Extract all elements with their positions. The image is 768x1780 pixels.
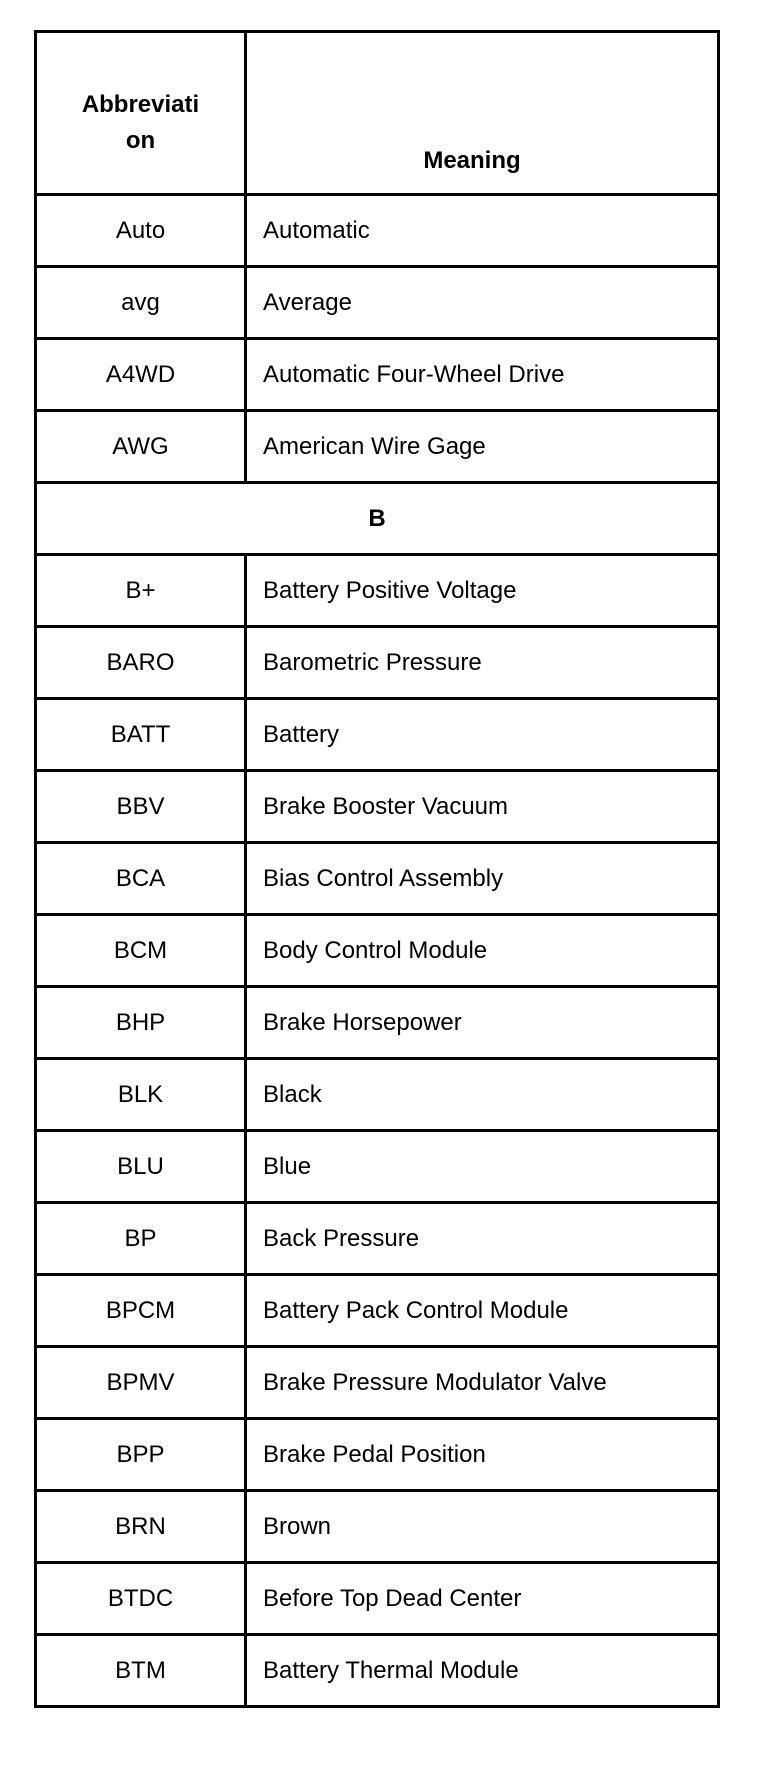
abbreviation-cell: BTDC: [36, 1563, 246, 1635]
meaning-cell: Body Control Module: [246, 915, 719, 987]
table-row: [36, 339, 719, 411]
section-heading-b: B: [36, 483, 719, 555]
table-row: [36, 1419, 719, 1491]
meaning-cell: Before Top Dead Center: [246, 1563, 719, 1635]
table-row: [36, 771, 719, 843]
meaning-cell: Automatic: [246, 195, 719, 267]
table-row: [36, 1635, 719, 1707]
table-row: [36, 1203, 719, 1275]
abbreviation-table: [34, 30, 720, 1708]
meaning-cell: Brake Pressure Modulator Valve: [246, 1347, 719, 1419]
abbreviation-cell: BPCM: [36, 1275, 246, 1347]
table-header-row: [36, 32, 719, 195]
abbreviation-cell: B+: [36, 555, 246, 627]
abbreviation-cell: BLU: [36, 1131, 246, 1203]
meaning-cell: Average: [246, 267, 719, 339]
table-row: [36, 555, 719, 627]
abbreviation-cell: A4WD: [36, 339, 246, 411]
abbreviation-cell: BBV: [36, 771, 246, 843]
abbreviation-cell: AWG: [36, 411, 246, 483]
meaning-cell: Battery Thermal Module: [246, 1635, 719, 1707]
meaning-cell: Brake Booster Vacuum: [246, 771, 719, 843]
abbreviation-cell: BATT: [36, 699, 246, 771]
meaning-cell: American Wire Gage: [246, 411, 719, 483]
header-abbreviation: [36, 32, 246, 195]
table-row: [36, 411, 719, 483]
meaning-cell: Back Pressure: [246, 1203, 719, 1275]
abbreviation-cell: BP: [36, 1203, 246, 1275]
meaning-cell: Bias Control Assembly: [246, 843, 719, 915]
table-row: [36, 1131, 719, 1203]
table-row: [36, 1275, 719, 1347]
abbreviation-cell: BPP: [36, 1419, 246, 1491]
table-row: [36, 1491, 719, 1563]
abbreviation-cell: BRN: [36, 1491, 246, 1563]
abbreviation-cell: BHP: [36, 987, 246, 1059]
meaning-cell: Battery Pack Control Module: [246, 1275, 719, 1347]
section-row: [36, 483, 719, 555]
abbreviation-cell: BCM: [36, 915, 246, 987]
meaning-cell: Brake Pedal Position: [246, 1419, 719, 1491]
meaning-cell: Barometric Pressure: [246, 627, 719, 699]
abbreviation-cell: BPMV: [36, 1347, 246, 1419]
abbreviation-cell: BTM: [36, 1635, 246, 1707]
table-row: [36, 699, 719, 771]
abbreviation-cell: BCA: [36, 843, 246, 915]
table-row: [36, 195, 719, 267]
meaning-cell: Blue: [246, 1131, 719, 1203]
header-abbreviation-line2: on: [125, 127, 156, 154]
table-row: [36, 1059, 719, 1131]
meaning-cell: Battery Positive Voltage: [246, 555, 719, 627]
abbreviation-cell: Auto: [36, 195, 246, 267]
header-abbreviation-line1: Abbreviati: [81, 91, 200, 118]
abbreviation-cell: avg: [36, 267, 246, 339]
meaning-cell: Brake Horsepower: [246, 987, 719, 1059]
meaning-cell: Black: [246, 1059, 719, 1131]
abbreviation-cell: BARO: [36, 627, 246, 699]
table-row: [36, 627, 719, 699]
meaning-cell: Battery: [246, 699, 719, 771]
meaning-cell: Brown: [246, 1491, 719, 1563]
table-row: [36, 1563, 719, 1635]
table-row: [36, 915, 719, 987]
abbreviation-cell: BLK: [36, 1059, 246, 1131]
header-meaning: Meaning: [246, 32, 719, 195]
table-row: [36, 267, 719, 339]
table-row: [36, 987, 719, 1059]
meaning-cell: Automatic Four-Wheel Drive: [246, 339, 719, 411]
table-row: [36, 1347, 719, 1419]
table-row: [36, 843, 719, 915]
